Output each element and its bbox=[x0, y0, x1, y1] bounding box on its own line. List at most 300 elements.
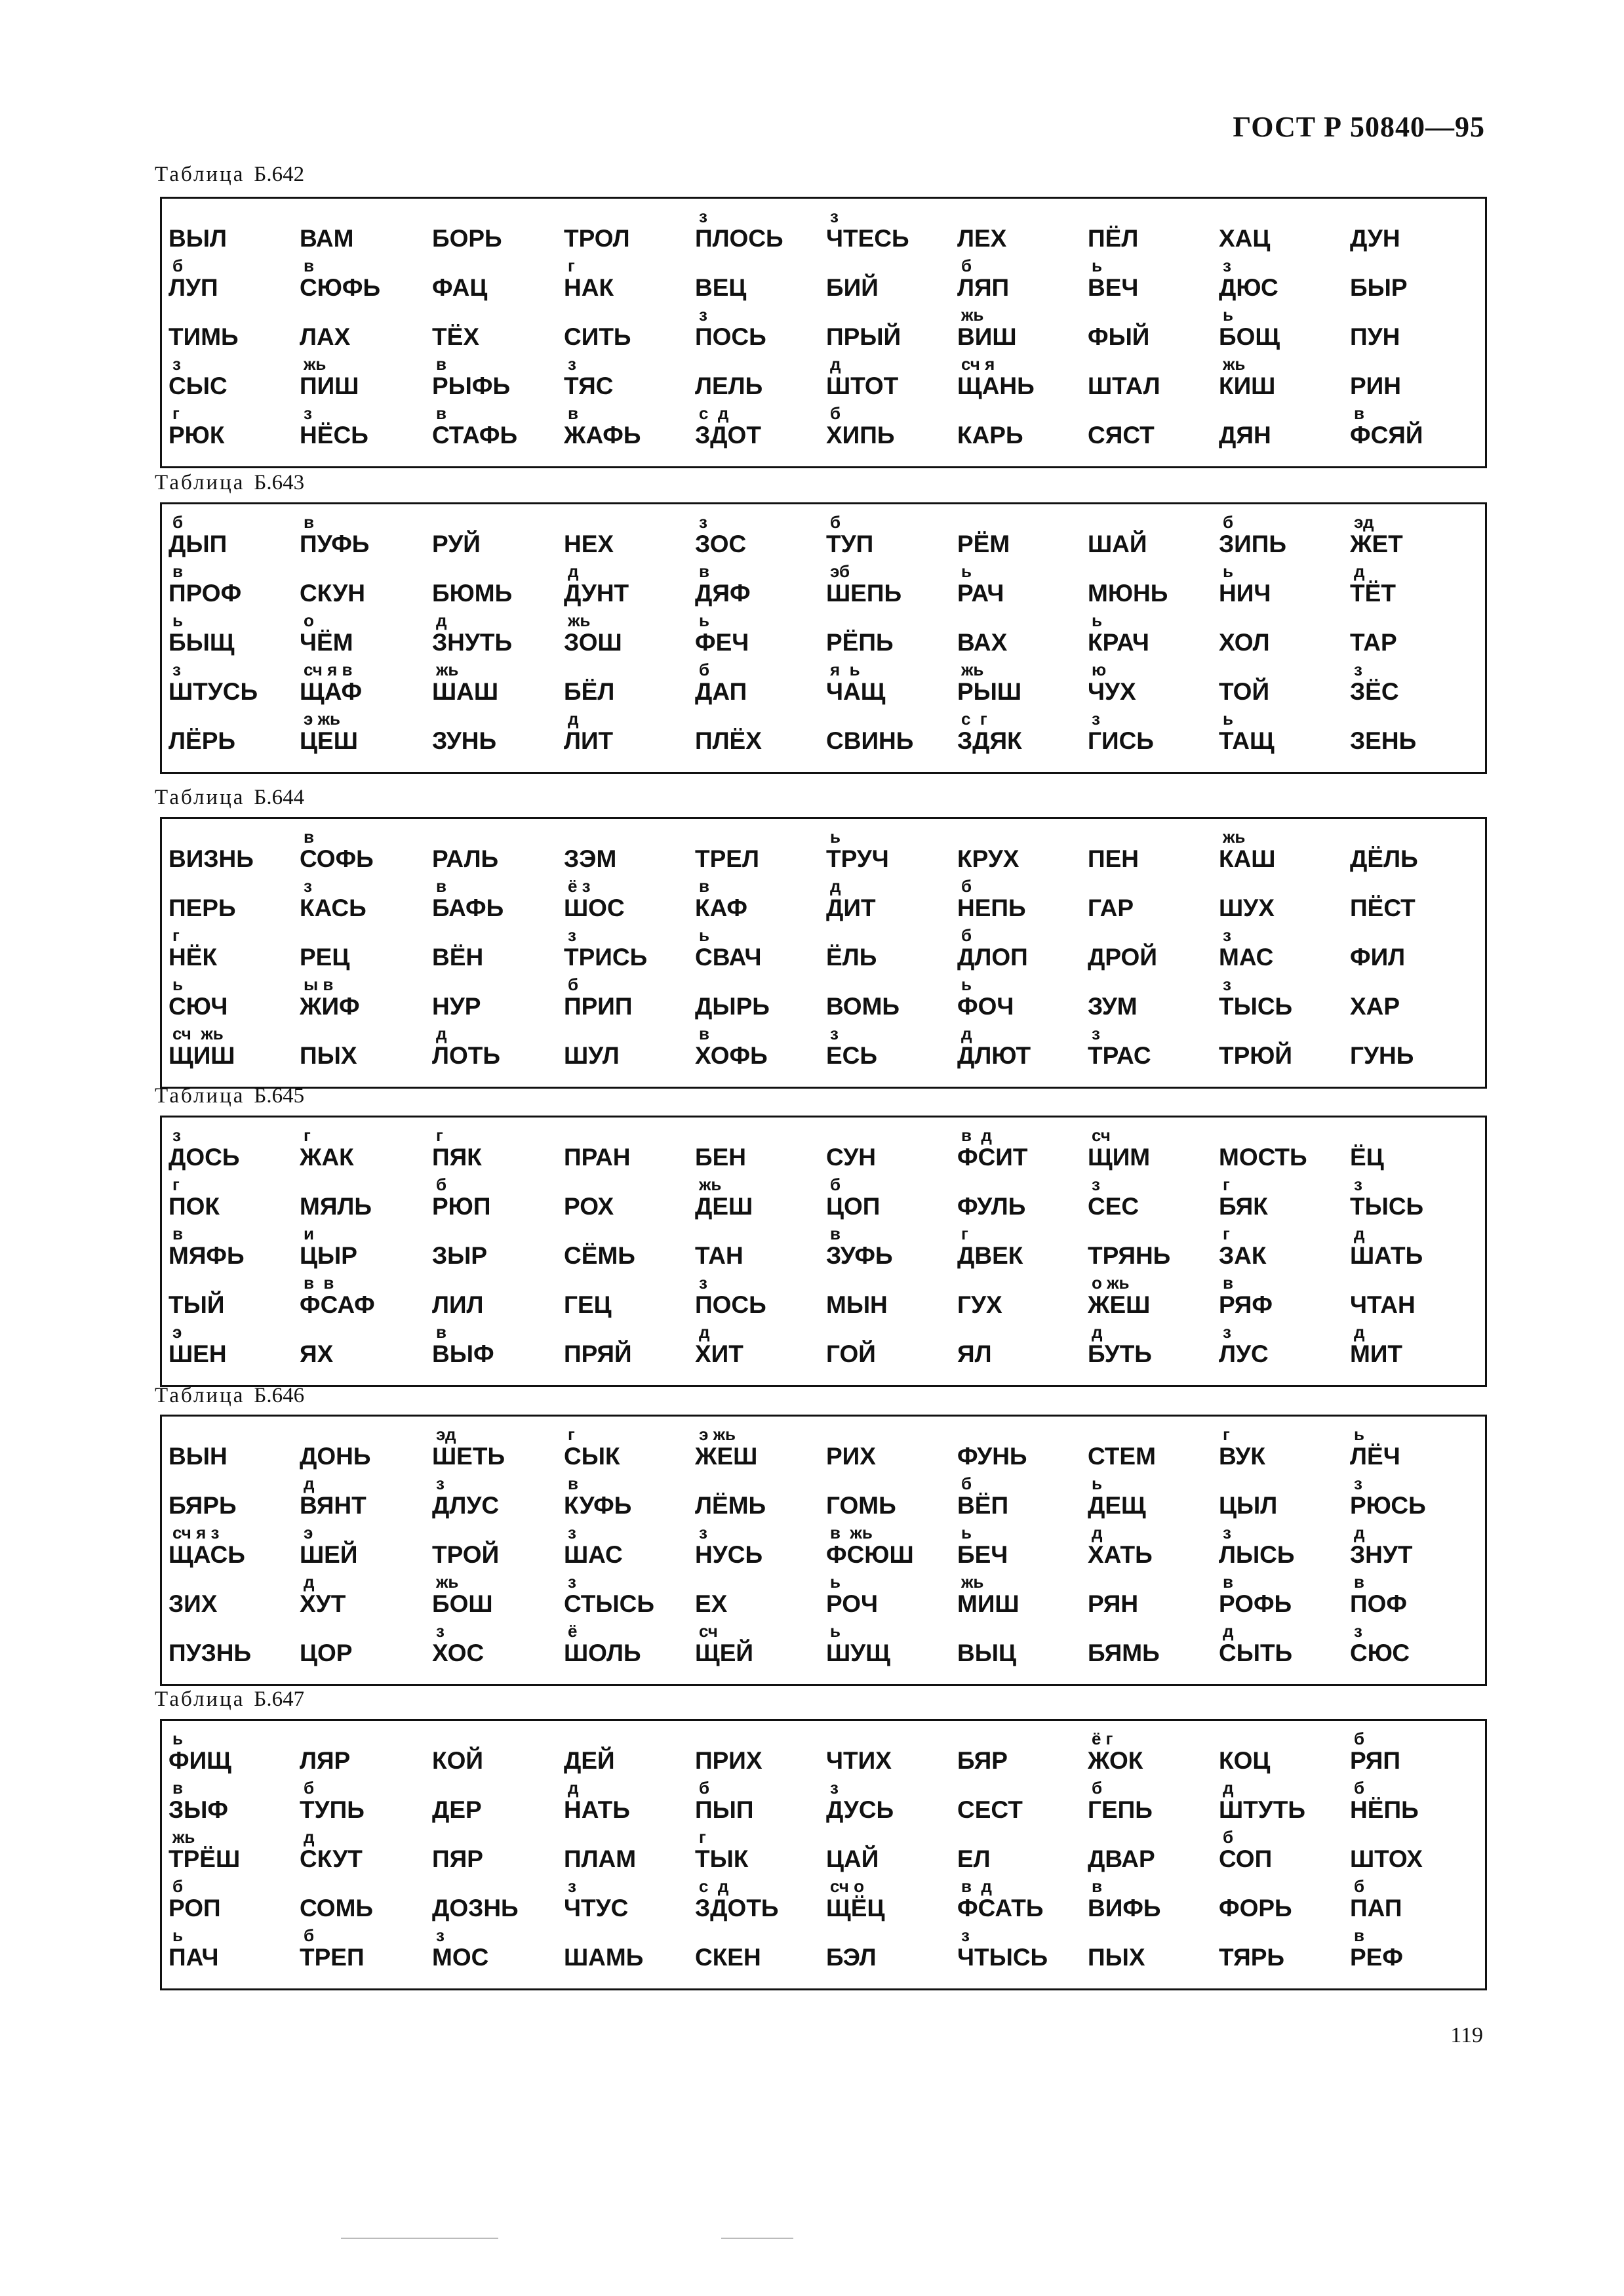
pronunciation-mark: э жь bbox=[699, 1424, 736, 1444]
pronunciation-mark: г bbox=[568, 1424, 575, 1444]
table-cell bbox=[695, 305, 826, 354]
table-cell bbox=[1350, 1876, 1481, 1925]
table-cell bbox=[564, 1572, 695, 1621]
pronunciation-mark: в bbox=[172, 561, 183, 581]
syllable-word: БЮМЬ bbox=[432, 580, 513, 607]
table-cell bbox=[1219, 1125, 1350, 1175]
syllable-word: ШУЛ bbox=[564, 1042, 620, 1069]
table-cell bbox=[957, 876, 1088, 925]
syllable-word: ТРОЙ bbox=[432, 1541, 500, 1568]
pronunciation-mark: ь bbox=[830, 1621, 841, 1641]
table-cell bbox=[957, 1572, 1088, 1621]
table-cell bbox=[564, 1523, 695, 1572]
syllable-word: МИШ bbox=[957, 1590, 1020, 1617]
syllable-word: СКЕН bbox=[695, 1944, 761, 1971]
pronunciation-mark: з bbox=[568, 1876, 576, 1896]
syllable-word: ДЛУС bbox=[432, 1492, 500, 1519]
syllable-word: ПУФЬ bbox=[300, 531, 370, 557]
syllable-word: ЖИФ bbox=[300, 993, 360, 1020]
pronunciation-mark: в bbox=[568, 1474, 578, 1493]
table-cell bbox=[432, 1125, 563, 1175]
pronunciation-mark: в bbox=[172, 1224, 183, 1243]
syllable-word: ЗУНЬ bbox=[432, 727, 497, 754]
table-cell bbox=[957, 709, 1088, 758]
pronunciation-mark: жь bbox=[961, 1572, 984, 1592]
syllable-word: ЖЕШ bbox=[1088, 1291, 1151, 1318]
pronunciation-mark: о bbox=[304, 611, 314, 630]
table-cell bbox=[695, 1424, 826, 1474]
syllable-word: ПЁСТ bbox=[1350, 895, 1416, 921]
pronunciation-mark: ё г bbox=[1092, 1729, 1113, 1748]
syllable-word: ЕХ bbox=[695, 1590, 728, 1617]
syllable-word: ЧУХ bbox=[1088, 678, 1136, 705]
syllable-word: ЁЛЬ bbox=[826, 944, 877, 971]
table-cell bbox=[1088, 403, 1219, 453]
table-cell bbox=[168, 1729, 300, 1778]
table-cell bbox=[1088, 561, 1219, 611]
syllable-word: ТОЙ bbox=[1219, 678, 1270, 705]
pronunciation-mark: г bbox=[1223, 1224, 1230, 1243]
table-cell bbox=[1088, 1322, 1219, 1371]
syllable-word: ДЕР bbox=[432, 1796, 482, 1823]
table-cell bbox=[1088, 1523, 1219, 1572]
pronunciation-mark: б bbox=[1223, 1827, 1234, 1847]
pronunciation-mark: д bbox=[830, 354, 841, 374]
pronunciation-mark: в bbox=[1354, 1925, 1364, 1945]
syllable-word: ЗАК bbox=[1219, 1242, 1267, 1269]
table-cell bbox=[564, 256, 695, 305]
syllable-word: ФЕЧ bbox=[695, 629, 749, 656]
table-cell bbox=[168, 1523, 300, 1572]
table-cell bbox=[1350, 305, 1481, 354]
table-cell bbox=[564, 1273, 695, 1322]
table-cell bbox=[300, 1424, 431, 1474]
table-cell bbox=[432, 1621, 563, 1670]
table-cell bbox=[1219, 1523, 1350, 1572]
syllable-word: ШОЛЬ bbox=[564, 1640, 641, 1666]
table-cell bbox=[695, 561, 826, 611]
table-cell bbox=[300, 1273, 431, 1322]
table-cell bbox=[300, 1778, 431, 1827]
table-cell bbox=[695, 975, 826, 1024]
pronunciation-mark: з bbox=[436, 1474, 445, 1493]
syllable-word: РЯФ bbox=[1219, 1291, 1273, 1318]
syllable-word: ФСЮШ bbox=[826, 1541, 914, 1568]
syllable-word: ПРОФ bbox=[168, 580, 242, 607]
table-cell bbox=[1088, 1273, 1219, 1322]
table-row bbox=[162, 975, 1485, 1024]
table-cell bbox=[432, 1778, 563, 1827]
table-cell bbox=[564, 1925, 695, 1975]
table-cell bbox=[826, 1224, 957, 1273]
pronunciation-mark: д bbox=[830, 876, 841, 896]
pronunciation-mark: д bbox=[961, 1024, 972, 1043]
syllable-word: СЫС bbox=[168, 373, 228, 399]
table-cell bbox=[826, 354, 957, 403]
syllable-word: ДВАР bbox=[1088, 1845, 1155, 1872]
pronunciation-mark: з bbox=[1223, 256, 1231, 275]
syllable-word: СОП bbox=[1219, 1845, 1273, 1872]
table-cell bbox=[826, 611, 957, 660]
pronunciation-mark: в жь bbox=[830, 1523, 873, 1542]
syllable-word: СЮЧ bbox=[168, 993, 228, 1020]
syllable-word: ДЁЛЬ bbox=[1350, 845, 1418, 872]
pronunciation-mark: ь bbox=[172, 611, 183, 630]
table-cell bbox=[1088, 1572, 1219, 1621]
pronunciation-mark: з bbox=[699, 512, 707, 532]
table-cell bbox=[957, 611, 1088, 660]
table-cell bbox=[826, 403, 957, 453]
syllable-word: ЖОК bbox=[1088, 1747, 1143, 1774]
table-caption-label: Таблица bbox=[155, 471, 245, 494]
syllable-word: ВУК bbox=[1219, 1443, 1265, 1470]
pronunciation-mark: ь bbox=[961, 561, 972, 581]
table-row bbox=[162, 1572, 1485, 1621]
syllable-word: ЦАЙ bbox=[826, 1845, 879, 1872]
table-row bbox=[162, 1273, 1485, 1322]
pronunciation-mark: сч я bbox=[961, 354, 995, 374]
table-cell bbox=[432, 925, 563, 975]
syllable-word: ШАШ bbox=[432, 678, 499, 705]
syllable-word: ТЁТ bbox=[1350, 580, 1396, 607]
syllable-word: ПРИП bbox=[564, 993, 633, 1020]
syllable-word: ТЫЙ bbox=[168, 1291, 225, 1318]
table-cell bbox=[957, 925, 1088, 975]
pronunciation-mark: в д bbox=[961, 1876, 992, 1896]
table-cell bbox=[432, 354, 563, 403]
syllable-word: ПЛОСЬ bbox=[695, 225, 783, 252]
pronunciation-mark: д bbox=[436, 611, 447, 630]
table-cell bbox=[1350, 1424, 1481, 1474]
table-cell bbox=[1219, 1273, 1350, 1322]
pronunciation-mark: з bbox=[830, 1778, 839, 1798]
pronunciation-mark: сч жь bbox=[172, 1024, 224, 1043]
table-cell bbox=[1088, 354, 1219, 403]
pronunciation-mark: з bbox=[436, 1925, 445, 1945]
table-cell bbox=[1350, 1827, 1481, 1876]
syllable-word: ШЕПЬ bbox=[826, 580, 902, 607]
table-cell bbox=[957, 1273, 1088, 1322]
table-cell bbox=[300, 975, 431, 1024]
pronunciation-mark: с д bbox=[699, 403, 729, 423]
syllable-word: ТЁХ bbox=[432, 323, 480, 350]
syllable-word: ЩЁЦ bbox=[826, 1895, 885, 1922]
syllable-word: РЕЦ bbox=[300, 944, 350, 971]
table-cell bbox=[695, 512, 826, 561]
table-cell bbox=[826, 1125, 957, 1175]
pronunciation-mark: б bbox=[1092, 1778, 1103, 1798]
syllable-word: РИН bbox=[1350, 373, 1401, 399]
table-cell bbox=[1088, 1729, 1219, 1778]
syllable-word: ПУЗНЬ bbox=[168, 1640, 252, 1666]
pronunciation-mark: б bbox=[699, 660, 710, 679]
table-cell bbox=[300, 1224, 431, 1273]
table-row bbox=[162, 660, 1485, 709]
table-cell bbox=[168, 1876, 300, 1925]
syllable-word: ЛЁРЬ bbox=[168, 727, 235, 754]
pronunciation-mark: ь bbox=[172, 1729, 183, 1748]
syllable-word: РЯП bbox=[1350, 1747, 1400, 1774]
syllable-word: НЁСЬ bbox=[300, 422, 368, 449]
table-cell bbox=[957, 975, 1088, 1024]
table-cell bbox=[826, 1024, 957, 1073]
table-cell bbox=[432, 256, 563, 305]
pronunciation-mark: в д bbox=[961, 1125, 992, 1145]
table-cell bbox=[1350, 1572, 1481, 1621]
pronunciation-mark: г bbox=[172, 1175, 180, 1194]
table-row bbox=[162, 1729, 1485, 1778]
syllable-word: ФОРЬ bbox=[1219, 1895, 1292, 1922]
table-cell bbox=[564, 1474, 695, 1523]
pronunciation-mark: з bbox=[1354, 1621, 1362, 1641]
table-cell bbox=[1088, 827, 1219, 876]
pronunciation-mark: в в bbox=[304, 1273, 334, 1293]
table-cell bbox=[432, 1224, 563, 1273]
pronunciation-mark: с г bbox=[961, 709, 987, 729]
table-cell bbox=[1219, 305, 1350, 354]
table-cell bbox=[826, 1729, 957, 1778]
table-cell bbox=[168, 925, 300, 975]
syllable-word: ЗДЯК bbox=[957, 727, 1022, 754]
table-cell bbox=[564, 1125, 695, 1175]
syllable-word: ТРУЧ bbox=[826, 845, 889, 872]
table-row bbox=[162, 1224, 1485, 1273]
syllable-word: ТРИСЬ bbox=[564, 944, 648, 971]
pronunciation-mark: ь bbox=[961, 1523, 972, 1542]
syllable-word: ВЁП bbox=[957, 1492, 1009, 1519]
syllable-word: ЩИШ bbox=[168, 1042, 235, 1069]
pronunciation-mark: г bbox=[961, 1224, 968, 1243]
table-cell bbox=[1350, 1125, 1481, 1175]
table-row bbox=[162, 1827, 1485, 1876]
table-cell bbox=[1219, 1322, 1350, 1371]
table-cell bbox=[432, 709, 563, 758]
pronunciation-mark: з bbox=[1354, 1474, 1362, 1493]
syllable-word: БИЙ bbox=[826, 274, 879, 301]
page-number: 119 bbox=[1450, 2023, 1483, 2047]
syllable-word: МОС bbox=[432, 1944, 489, 1971]
table-caption bbox=[155, 163, 304, 187]
syllable-word: КАФ bbox=[695, 895, 747, 921]
syllable-word: ШУХ bbox=[1219, 895, 1275, 921]
table-cell bbox=[1219, 876, 1350, 925]
pronunciation-mark: г bbox=[1223, 1424, 1230, 1444]
syllable-word: ТАЩ bbox=[1219, 727, 1275, 754]
table-cell bbox=[1350, 354, 1481, 403]
table-row bbox=[162, 305, 1485, 354]
pronunciation-mark: г bbox=[172, 403, 180, 423]
syllable-word: ФУЛЬ bbox=[957, 1193, 1026, 1220]
table-cell bbox=[695, 207, 826, 256]
table-cell bbox=[300, 403, 431, 453]
table-cell bbox=[432, 660, 563, 709]
table-cell bbox=[1350, 876, 1481, 925]
table-cell bbox=[564, 305, 695, 354]
table-cell bbox=[826, 709, 957, 758]
table-cell bbox=[957, 1523, 1088, 1572]
table-cell bbox=[432, 1523, 563, 1572]
syllable-word: НУСЬ bbox=[695, 1541, 763, 1568]
syllable-word: ШТОТ bbox=[826, 373, 899, 399]
table-cell bbox=[168, 1925, 300, 1975]
syllable-word: ДУН bbox=[1350, 225, 1400, 252]
pronunciation-mark: ё з bbox=[568, 876, 591, 896]
table-cell bbox=[957, 1125, 1088, 1175]
syllable-word: ВИЗНЬ bbox=[168, 845, 254, 872]
syllable-word: ЖАФЬ bbox=[564, 422, 641, 449]
syllable-word: ВЕЦ bbox=[695, 274, 747, 301]
syllable-word: БАФЬ bbox=[432, 895, 504, 921]
syllable-word: РОФЬ bbox=[1219, 1590, 1292, 1617]
syllable-word: ЗИХ bbox=[168, 1590, 218, 1617]
syllable-table bbox=[160, 817, 1487, 1089]
syllable-table bbox=[160, 1415, 1487, 1686]
pronunciation-mark: з bbox=[172, 660, 181, 679]
table-number: Б.642 bbox=[254, 163, 305, 186]
table-row bbox=[162, 1778, 1485, 1827]
pronunciation-mark: жь bbox=[304, 354, 327, 374]
table-cell bbox=[826, 1474, 957, 1523]
table-cell bbox=[432, 876, 563, 925]
table-cell bbox=[695, 660, 826, 709]
pronunciation-mark: з bbox=[699, 305, 707, 325]
syllable-word: ГАР bbox=[1088, 895, 1134, 921]
table-cell bbox=[564, 561, 695, 611]
table-cell bbox=[695, 1224, 826, 1273]
table-cell bbox=[695, 1729, 826, 1778]
pronunciation-mark: ь bbox=[1092, 256, 1102, 275]
syllable-word: СВИНЬ bbox=[826, 727, 914, 754]
syllable-word: ПЫП bbox=[695, 1796, 754, 1823]
table-cell bbox=[1219, 925, 1350, 975]
table-cell bbox=[695, 876, 826, 925]
table-cell bbox=[695, 403, 826, 453]
table-cell bbox=[1088, 207, 1219, 256]
table-cell bbox=[695, 1024, 826, 1073]
syllable-word: ФИЩ bbox=[168, 1747, 231, 1774]
table-cell bbox=[1219, 1024, 1350, 1073]
syllable-word: КОЦ bbox=[1219, 1747, 1271, 1774]
table-cell bbox=[564, 1621, 695, 1670]
pronunciation-mark: в bbox=[1354, 1572, 1364, 1592]
syllable-word: МЯЛЬ bbox=[300, 1193, 372, 1220]
table-row bbox=[162, 207, 1485, 256]
table-cell bbox=[432, 1273, 563, 1322]
syllable-word: СЮС bbox=[1350, 1640, 1410, 1666]
pronunciation-mark: жь bbox=[961, 305, 984, 325]
table-cell bbox=[826, 660, 957, 709]
pronunciation-mark: в bbox=[436, 403, 446, 423]
table-cell bbox=[564, 975, 695, 1024]
syllable-word: ЩАФ bbox=[300, 678, 363, 705]
table-cell bbox=[1350, 1175, 1481, 1224]
syllable-word: ПУН bbox=[1350, 323, 1400, 350]
syllable-word: СЕСТ bbox=[957, 1796, 1023, 1823]
syllable-word: ГЕПЬ bbox=[1088, 1796, 1153, 1823]
table-caption bbox=[155, 1084, 304, 1108]
table-cell bbox=[300, 1572, 431, 1621]
syllable-word: ПРЫЙ bbox=[826, 323, 901, 350]
table-cell bbox=[168, 207, 300, 256]
table-cell bbox=[1088, 1621, 1219, 1670]
table-cell bbox=[300, 354, 431, 403]
syllable-word: ДУНТ bbox=[564, 580, 629, 607]
table-cell bbox=[1219, 1224, 1350, 1273]
pronunciation-mark: з bbox=[1223, 1523, 1231, 1542]
table-cell bbox=[826, 305, 957, 354]
syllable-word: ДВЕК bbox=[957, 1242, 1023, 1269]
table-cell bbox=[1219, 827, 1350, 876]
syllable-word: ЕЛ bbox=[957, 1845, 991, 1872]
syllable-word: ШЕН bbox=[168, 1340, 227, 1367]
syllable-word: ТИМЬ bbox=[168, 323, 239, 350]
pronunciation-mark: эб bbox=[830, 561, 850, 581]
table-cell bbox=[300, 512, 431, 561]
table-cell bbox=[1350, 1024, 1481, 1073]
syllable-word: СОМЬ bbox=[300, 1895, 373, 1922]
syllable-word: ЛЫСЬ bbox=[1219, 1541, 1295, 1568]
syllable-word: РЫФЬ bbox=[432, 373, 511, 399]
pronunciation-mark: эд bbox=[1354, 512, 1374, 532]
syllable-word: ПЯР bbox=[432, 1845, 483, 1872]
syllable-word: ЗЭМ bbox=[564, 845, 617, 872]
syllable-word: ДЯН bbox=[1219, 422, 1271, 449]
pronunciation-mark: з bbox=[568, 1523, 576, 1542]
pronunciation-mark: б bbox=[1354, 1778, 1365, 1798]
syllable-word: РЁМ bbox=[957, 531, 1010, 557]
pronunciation-mark: сч я в bbox=[304, 660, 353, 679]
pronunciation-mark: д bbox=[1092, 1523, 1103, 1542]
syllable-word: РЮП bbox=[432, 1193, 491, 1220]
syllable-word: ВАХ bbox=[957, 629, 1008, 656]
table-cell bbox=[432, 403, 563, 453]
syllable-word: НЕХ bbox=[564, 531, 614, 557]
table-caption bbox=[155, 786, 304, 810]
table-cell bbox=[300, 660, 431, 709]
table-cell bbox=[957, 1322, 1088, 1371]
syllable-word: ЯЛ bbox=[957, 1340, 992, 1367]
pronunciation-mark: д bbox=[1354, 1523, 1365, 1542]
syllable-word: ГОМЬ bbox=[826, 1492, 896, 1519]
syllable-word: КУФЬ bbox=[564, 1492, 632, 1519]
syllable-word: БОРЬ bbox=[432, 225, 502, 252]
table-cell bbox=[564, 354, 695, 403]
pronunciation-mark: б bbox=[436, 1175, 447, 1194]
syllable-word: ТРЕЛ bbox=[695, 845, 759, 872]
syllable-word: ЧТЕСЬ bbox=[826, 225, 909, 252]
syllable-word: ЕСЬ bbox=[826, 1042, 877, 1069]
syllable-word: ЛЁМЬ bbox=[695, 1492, 766, 1519]
table-cell bbox=[1350, 925, 1481, 975]
table-cell bbox=[168, 1024, 300, 1073]
pronunciation-mark: в bbox=[436, 354, 446, 374]
syllable-word: ЩЕЙ bbox=[695, 1640, 753, 1666]
syllable-word: ЧАЩ bbox=[826, 678, 886, 705]
table-cell bbox=[300, 1621, 431, 1670]
pronunciation-mark: г bbox=[436, 1125, 443, 1145]
table-cell bbox=[432, 207, 563, 256]
table-cell bbox=[1350, 1778, 1481, 1827]
table-cell bbox=[564, 207, 695, 256]
table-cell bbox=[826, 1621, 957, 1670]
syllable-word: ПЫХ bbox=[1088, 1944, 1145, 1971]
syllable-word: ЛЕХ bbox=[957, 225, 1007, 252]
table-cell bbox=[1350, 1322, 1481, 1371]
syllable-word: ЛИТ bbox=[564, 727, 614, 754]
table-number: Б.644 bbox=[254, 786, 305, 809]
pronunciation-mark: я ь bbox=[830, 660, 860, 679]
table-cell bbox=[957, 1827, 1088, 1876]
